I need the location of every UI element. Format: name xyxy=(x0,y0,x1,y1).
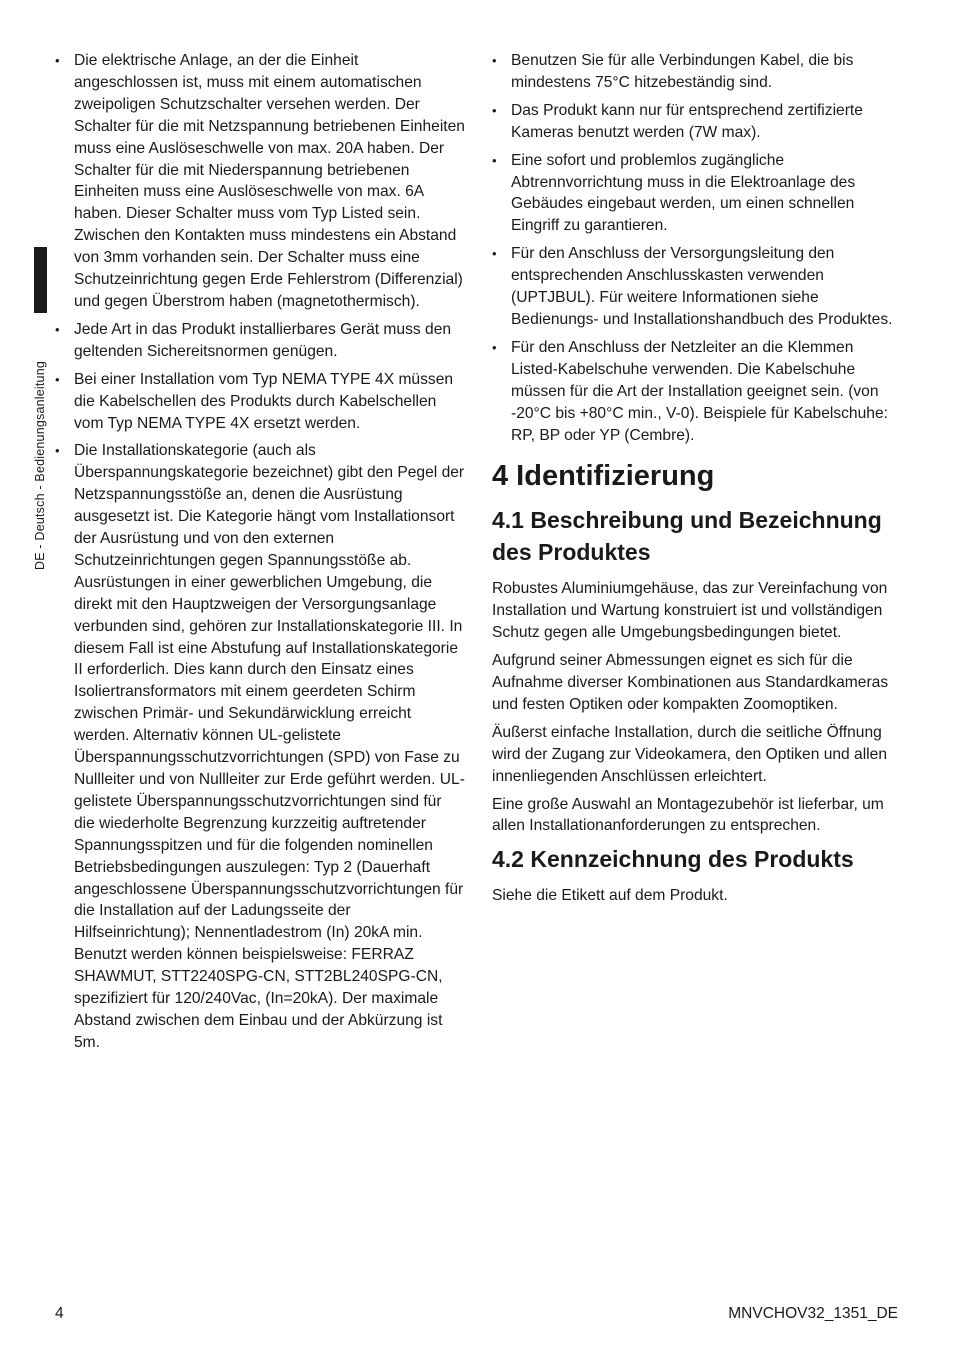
page-number: 4 xyxy=(55,1305,64,1322)
left-bullet-list xyxy=(55,50,465,1054)
section-heading-identifizierung: 4 Identifizierung xyxy=(492,460,715,493)
document-code: MNVCHOV32_1351_DE xyxy=(728,1305,898,1322)
paragraph: Eine große Auswahl an Montagezubehör ist lieferbar, um allen Installationanforderungen zu entsprechen. xyxy=(492,795,884,835)
side-language-label: DE - Deutsch - Bedienungsanleitung xyxy=(33,360,47,570)
paragraph: Robustes Aluminiumgehäuse, das zur Vereinfachung von Installation und Wartung konstruiert ist und vollständigen Schutz gegen alle Umgebungsbedingungen bietet. xyxy=(492,580,888,642)
list-item: • Die Installationskategorie (auch als Überspannungskategorie bezeichnet) gibt den Pegel der Netzspannungsstöße an, denen die Ausrüstung ausgesetzt ist. Die Kategorie hängt vom Installationsort der Ausrüstung und von den externen Schutzeinrichtungen gegen Spannungsstöße ab. Ausrüstungen in einer gewerblichen Umgebung, die direkt mit den Hauptzweigen der Versorgungsanlage verbunden sind, gehören zur Installationskategorie III. In diesem Fall ist eine Abstufung auf Installationskategorie II erforderlich. Dies kann durch den Einsatz eines Isoliertransformators mit einem geerdeten Schirm zwischen Primär- und Sekundärwicklung erreicht werden. Alternativ können UL-gelistete Überspannungsschutzvorrichtungen (SPD) von Fase zu Nullleiter und von Nullleiter zur Erde geführt werden. UL-gelistete Überspannungsschutzvorrichtungen sind für die wiederholte Begrenzung kurzzeitig auftretender Spannungsspitzen und für die folgenden nominellen Betriebsbedingungen auszulegen: Typ 2 (Dauerhaft angeschlossene Überspannungsschutzvorrichtungen für die Installation auf der Ladungsseite der Hilfseinrichtung); Nennentladestrom (In) 20kA min. Benutzt werden können beispielsweise: FERRAZ SHAWMUT, STT2240SPG-CN, STT2BL240SPG-CN, spezifiziert für 120/240Vac, (In=20kA). Der maximale Abstand zwischen dem Einbau und der Abkürzung ist 5m. xyxy=(55,440,465,1053)
right-column xyxy=(492,50,902,913)
list-item: • Für den Anschluss der Netzleiter an die Klemmen Listed-Kabelschuhe verwenden. Die Kabelschuhe müssen für die Art der Installation geeignet sein. (von -20°C bis +80°C min., V-0). Beispiele für Kabelschuhe: RP, BP oder YP (Cembre). xyxy=(492,337,902,447)
list-item: • Für den Anschluss der Versorgungsleitung den entsprechenden Anschlusskasten verwenden (UPTJBUL). Für weitere Informationen siehe Bedienungs- und Installationshandbuch des Produktes. xyxy=(492,243,902,331)
list-item: • Das Produkt kann nur für entsprechend zertifizierte Kameras benutzt werden (7W max). xyxy=(492,100,902,144)
right-bullet-list xyxy=(492,50,902,446)
side-tab-marker xyxy=(34,247,47,313)
left-column xyxy=(55,50,465,1060)
list-item: • Jede Art in das Produkt installierbares Gerät muss den geltenden Sichereitsnormen genügen. xyxy=(55,319,465,363)
paragraph: Siehe die Etikett auf dem Produkt. xyxy=(492,887,728,905)
paragraph: Äußerst einfache Installation, durch die seitliche Öffnung wird der Zugang zur Videokamera, den Optiken und allen innenliegenden Anschlüssen erleichtert. xyxy=(492,723,887,785)
list-item: • Eine sofort und problemlos zugängliche Abtrennvorrichtung muss in die Elektroanlage des Gebäudes eingebaut werden, um einen schnellen Eingriff zu garantieren. xyxy=(492,150,902,238)
paragraph: Aufgrund seiner Abmessungen eignet es sich für die Aufnahme diverser Kombinationen aus Standardkameras und festen Optiken oder kompakten Zoomoptiken. xyxy=(492,652,889,713)
list-item: • Bei einer Installation vom Typ NEMA TYPE 4X müssen die Kabelschellen des Produkts durch Kabelschellen vom Typ NEMA TYPE 4X ersetzt werden. xyxy=(55,369,465,435)
list-item: • Die elektrische Anlage, an der die Einheit angeschlossen ist, muss mit einem automatischen zweipoligen Schutzschalter versehen werden. Der Schalter für die mit Netzspannung betriebenen Einheiten muss eine Auslöseschwelle von max. 20A haben. Der Schalter für die mit Niederspannung betriebenen Einheiten muss eine Auslöseschwelle von max. 6A haben. Dieser Schalter muss vom Typ Listed sein. Zwischen den Kontakten muss mindestens ein Abstand von 3mm vorhanden sein. Der Schalter muss eine Schutzeinrichtung gegen Erde Fehlerstrom (Differenzial) und gegen Überstrom haben (magnetothermisch). xyxy=(55,50,465,313)
list-item: • Benutzen Sie für alle Verbindungen Kabel, die bis mindestens 75°C hitzebeständig sind. xyxy=(492,50,902,94)
subsection-heading-beschreibung: 4.1 Beschreibung und Bezeichnung des Produktes xyxy=(492,507,882,566)
subsection-heading-kennzeichnung: 4.2 Kennzeichnung des Produkts xyxy=(492,846,854,873)
